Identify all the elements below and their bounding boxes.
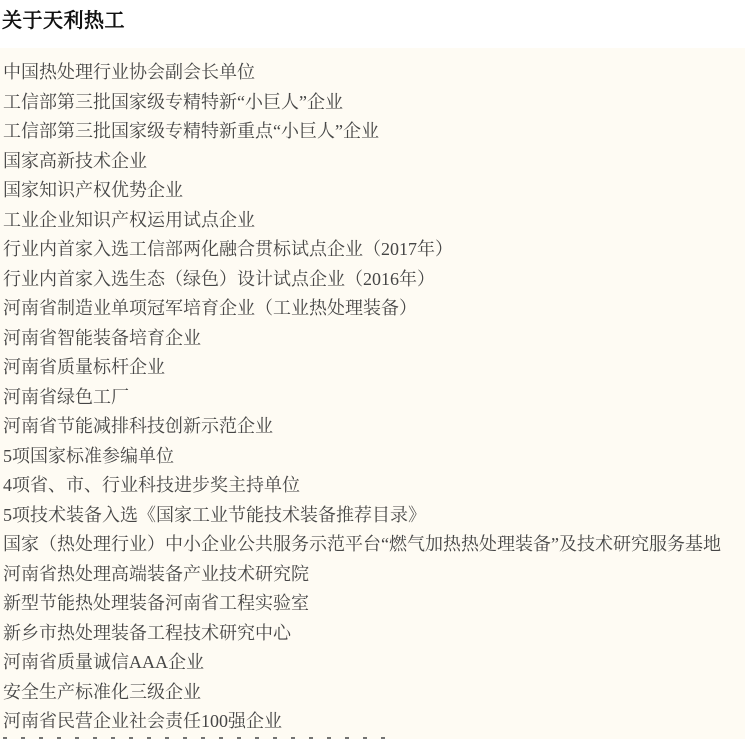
list-item: 国家（热处理行业）中小企业公共服务示范平台“燃气加热热处理装备”及技术研究服务基地 — [3, 534, 721, 554]
list-item: 河南省制造业单项冠军培育企业（工业热处理装备） — [3, 298, 417, 318]
list-item: 工信部第三批国家级专精特新“小巨人”企业 — [3, 91, 343, 112]
page-header — [0, 0, 745, 48]
list-item: 5项技术装备入选《国家工业节能技术装备推荐目录》 — [3, 504, 426, 525]
list-item: 新型节能热处理装备河南省工程实验室 — [3, 593, 309, 613]
list-item: 行业内首家入选生态（绿色）设计试点企业（2016年） — [3, 268, 435, 289]
list-item: 工信部第三批国家级专精特新重点“小巨人”企业 — [3, 121, 379, 141]
list-item: 行业内首家入选工信部两化融合贯标试点企业（2017年） — [3, 239, 453, 259]
page-title: 关于天利热工 — [2, 10, 125, 32]
list-item: 河南省智能装备培育企业 — [3, 327, 201, 348]
list-item: 河南省热处理高端装备产业技术研究院 — [3, 563, 309, 584]
list-item: 河南省质量标杆企业 — [3, 357, 165, 377]
list-item: 新乡市热处理装备工程技术研究中心 — [3, 622, 291, 643]
list-item: 安全生产标准化三级企业 — [3, 681, 201, 702]
list-item: 国家高新技术企业 — [3, 150, 147, 171]
list-item: 中国热处理行业协会副会长单位 — [3, 62, 255, 82]
honor-list — [3, 58, 743, 737]
list-item: 4项省、市、行业科技进步奖主持单位 — [3, 475, 300, 495]
content-panel — [0, 48, 745, 739]
list-item: 工业企业知识产权运用试点企业 — [3, 209, 255, 230]
list-item: 河南省绿色工厂 — [3, 386, 129, 407]
list-item: 河南省质量诚信AAA企业 — [3, 652, 204, 672]
list-item: 5项国家标准参编单位 — [3, 445, 174, 466]
list-item: 河南省节能减排科技创新示范企业 — [3, 416, 273, 436]
list-item: 国家知识产权优势企业 — [3, 180, 183, 200]
list-item: 河南省民营企业社会责任100强企业 — [3, 711, 282, 731]
